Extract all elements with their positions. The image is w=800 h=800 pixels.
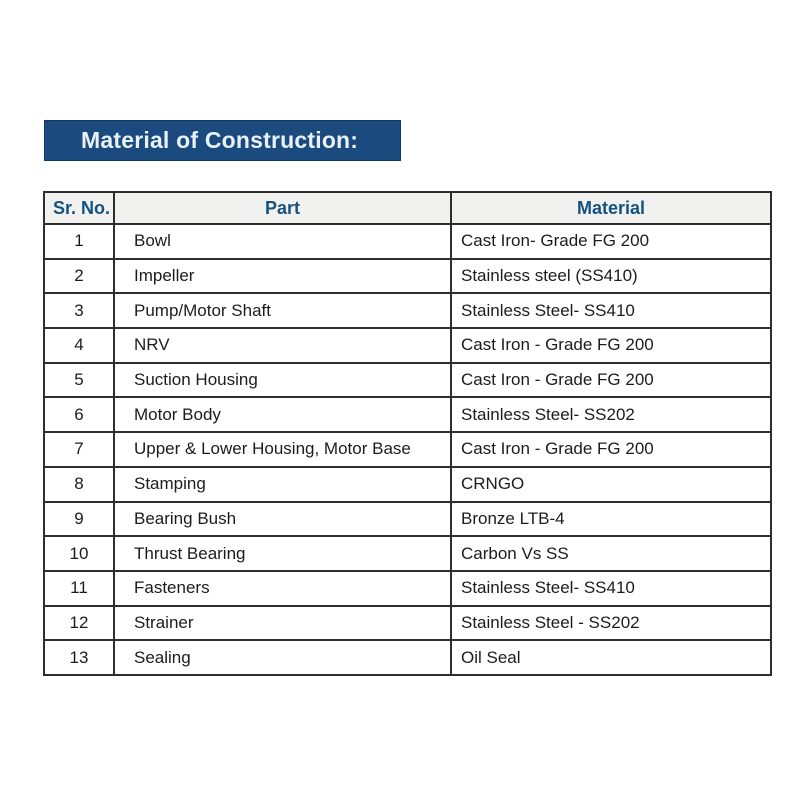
material-cell: Cast Iron - Grade FG 200 [451, 328, 771, 363]
part-cell: Strainer [114, 606, 451, 641]
table-row [44, 328, 771, 363]
table-row [44, 293, 771, 328]
sr-no-cell: 13 [44, 640, 114, 675]
table-header-row [44, 192, 771, 224]
part-cell: Upper & Lower Housing, Motor Base [114, 432, 451, 467]
col-header-sr-no: Sr. No. [44, 192, 114, 224]
part-cell: Suction Housing [114, 363, 451, 398]
part-cell: Bowl [114, 224, 451, 259]
sr-no-cell: 5 [44, 363, 114, 398]
table-row [44, 432, 771, 467]
material-cell: Cast Iron - Grade FG 200 [451, 432, 771, 467]
material-cell: Oil Seal [451, 640, 771, 675]
sr-no-cell: 8 [44, 467, 114, 502]
table-row [44, 259, 771, 294]
sr-no-cell: 7 [44, 432, 114, 467]
sr-no-cell: 9 [44, 502, 114, 537]
material-cell: CRNGO [451, 467, 771, 502]
section-title-bar [44, 120, 401, 161]
table-row [44, 467, 771, 502]
material-cell: Carbon Vs SS [451, 536, 771, 571]
table-row [44, 536, 771, 571]
part-cell: NRV [114, 328, 451, 363]
part-cell: Bearing Bush [114, 502, 451, 537]
part-cell: Sealing [114, 640, 451, 675]
table-row [44, 571, 771, 606]
part-cell: Stamping [114, 467, 451, 502]
material-cell: Cast Iron- Grade FG 200 [451, 224, 771, 259]
sr-no-cell: 12 [44, 606, 114, 641]
material-cell: Stainless Steel- SS410 [451, 571, 771, 606]
part-cell: Motor Body [114, 397, 451, 432]
sr-no-cell: 11 [44, 571, 114, 606]
material-cell: Cast Iron - Grade FG 200 [451, 363, 771, 398]
sr-no-cell: 2 [44, 259, 114, 294]
material-cell: Stainless Steel - SS202 [451, 606, 771, 641]
table-row [44, 640, 771, 675]
col-header-material: Material [451, 192, 771, 224]
table-row [44, 397, 771, 432]
materials-table [43, 191, 772, 676]
material-cell: Stainless steel (SS410) [451, 259, 771, 294]
table-row [44, 224, 771, 259]
sr-no-cell: 1 [44, 224, 114, 259]
material-cell: Bronze LTB-4 [451, 502, 771, 537]
table-row [44, 606, 771, 641]
col-header-part: Part [114, 192, 451, 224]
section-title: Material of Construction: [81, 127, 359, 153]
sr-no-cell: 10 [44, 536, 114, 571]
part-cell: Thrust Bearing [114, 536, 451, 571]
part-cell: Pump/Motor Shaft [114, 293, 451, 328]
table-row [44, 363, 771, 398]
table-row [44, 502, 771, 537]
sr-no-cell: 4 [44, 328, 114, 363]
material-cell: Stainless Steel- SS410 [451, 293, 771, 328]
part-cell: Impeller [114, 259, 451, 294]
sr-no-cell: 3 [44, 293, 114, 328]
sr-no-cell: 6 [44, 397, 114, 432]
material-cell: Stainless Steel- SS202 [451, 397, 771, 432]
part-cell: Fasteners [114, 571, 451, 606]
